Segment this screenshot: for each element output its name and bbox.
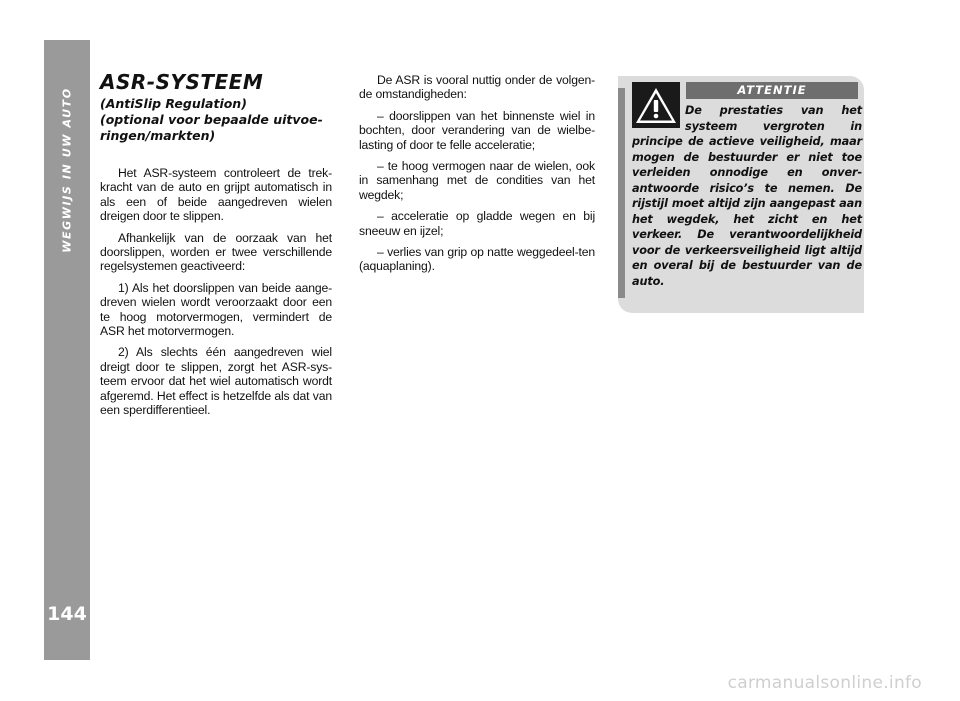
list-item: – verlies van grip op natte weggedeel-ten (aquaplaning). [359,245,595,274]
section-title: ASR-SYSTEEM [100,70,264,94]
list-item: – te hoog vermogen naar de wielen, ook in samenhang met de condities van het wegdek; [359,159,595,202]
paragraph: De ASR is vooral nuttig onder de volgen-de omstandigheden: [359,73,595,102]
warning-text: De prestaties van het systeem vergroten in principe de actieve veiligheid, maar mogen de bestuurder er niet toe verleiden onnodige en onver-antwoorde risico’s te nemen. De rijstijl moet altijd zijn aangepast aan het wegdek, het zicht en het verkeer. De verantwoordelijkheid voor de verkeersveiligheid ligt altijd en overal bij de bestuurder van de auto. [632,104,862,288]
warning-text-block [632,103,862,289]
warning-box [618,76,864,313]
list-item: – doorslippen van het binnenste wiel in bochten, door verandering van de wielbe-lasting of door te felle acceleratie; [359,108,595,152]
warning-label: ATTENTIE [686,82,858,99]
section-subtitle-2: (optional voor bepaalde uitvoe- ringen/markten) [100,112,323,143]
middle-column [359,73,595,281]
section-subtitle-1: (AntiSlip Regulation) [100,96,247,111]
paragraph: Het ASR-systeem controleert de trek-kracht van de auto en grijpt automatisch in als een of beide aangedreven wielen dreigen door te slippen. [100,166,332,224]
chapter-title: WEGWIJS IN UW AUTO [60,87,74,253]
paragraph: 1) Als het doorslippen van beide aange-dreven wielen wordt veroorzaakt door een te hoog motorvermogen, vermindert de ASR het motorvermogen. [100,280,332,339]
left-column [100,70,332,425]
warning-accent-bar [618,88,625,298]
list-item: – acceleratie op gladde wegen en bij sneeuw en ijzel; [359,209,595,238]
watermark: carmanualsonline.info [727,673,922,693]
page-number: 144 [47,603,87,625]
paragraph: Afhankelijk van de oorzaak van het doorslippen, worden er twee verschillende regelsystemen geactiveerd: [100,230,332,274]
paragraph: 2) Als slechts één aangedreven wiel dreigt door te slippen, zorgt het ASR-sys-teem ervoor dat het wiel automatisch wordt afgeremd. Het effect is hetzelfde als dat van een sperdifferentieel. [100,345,332,418]
